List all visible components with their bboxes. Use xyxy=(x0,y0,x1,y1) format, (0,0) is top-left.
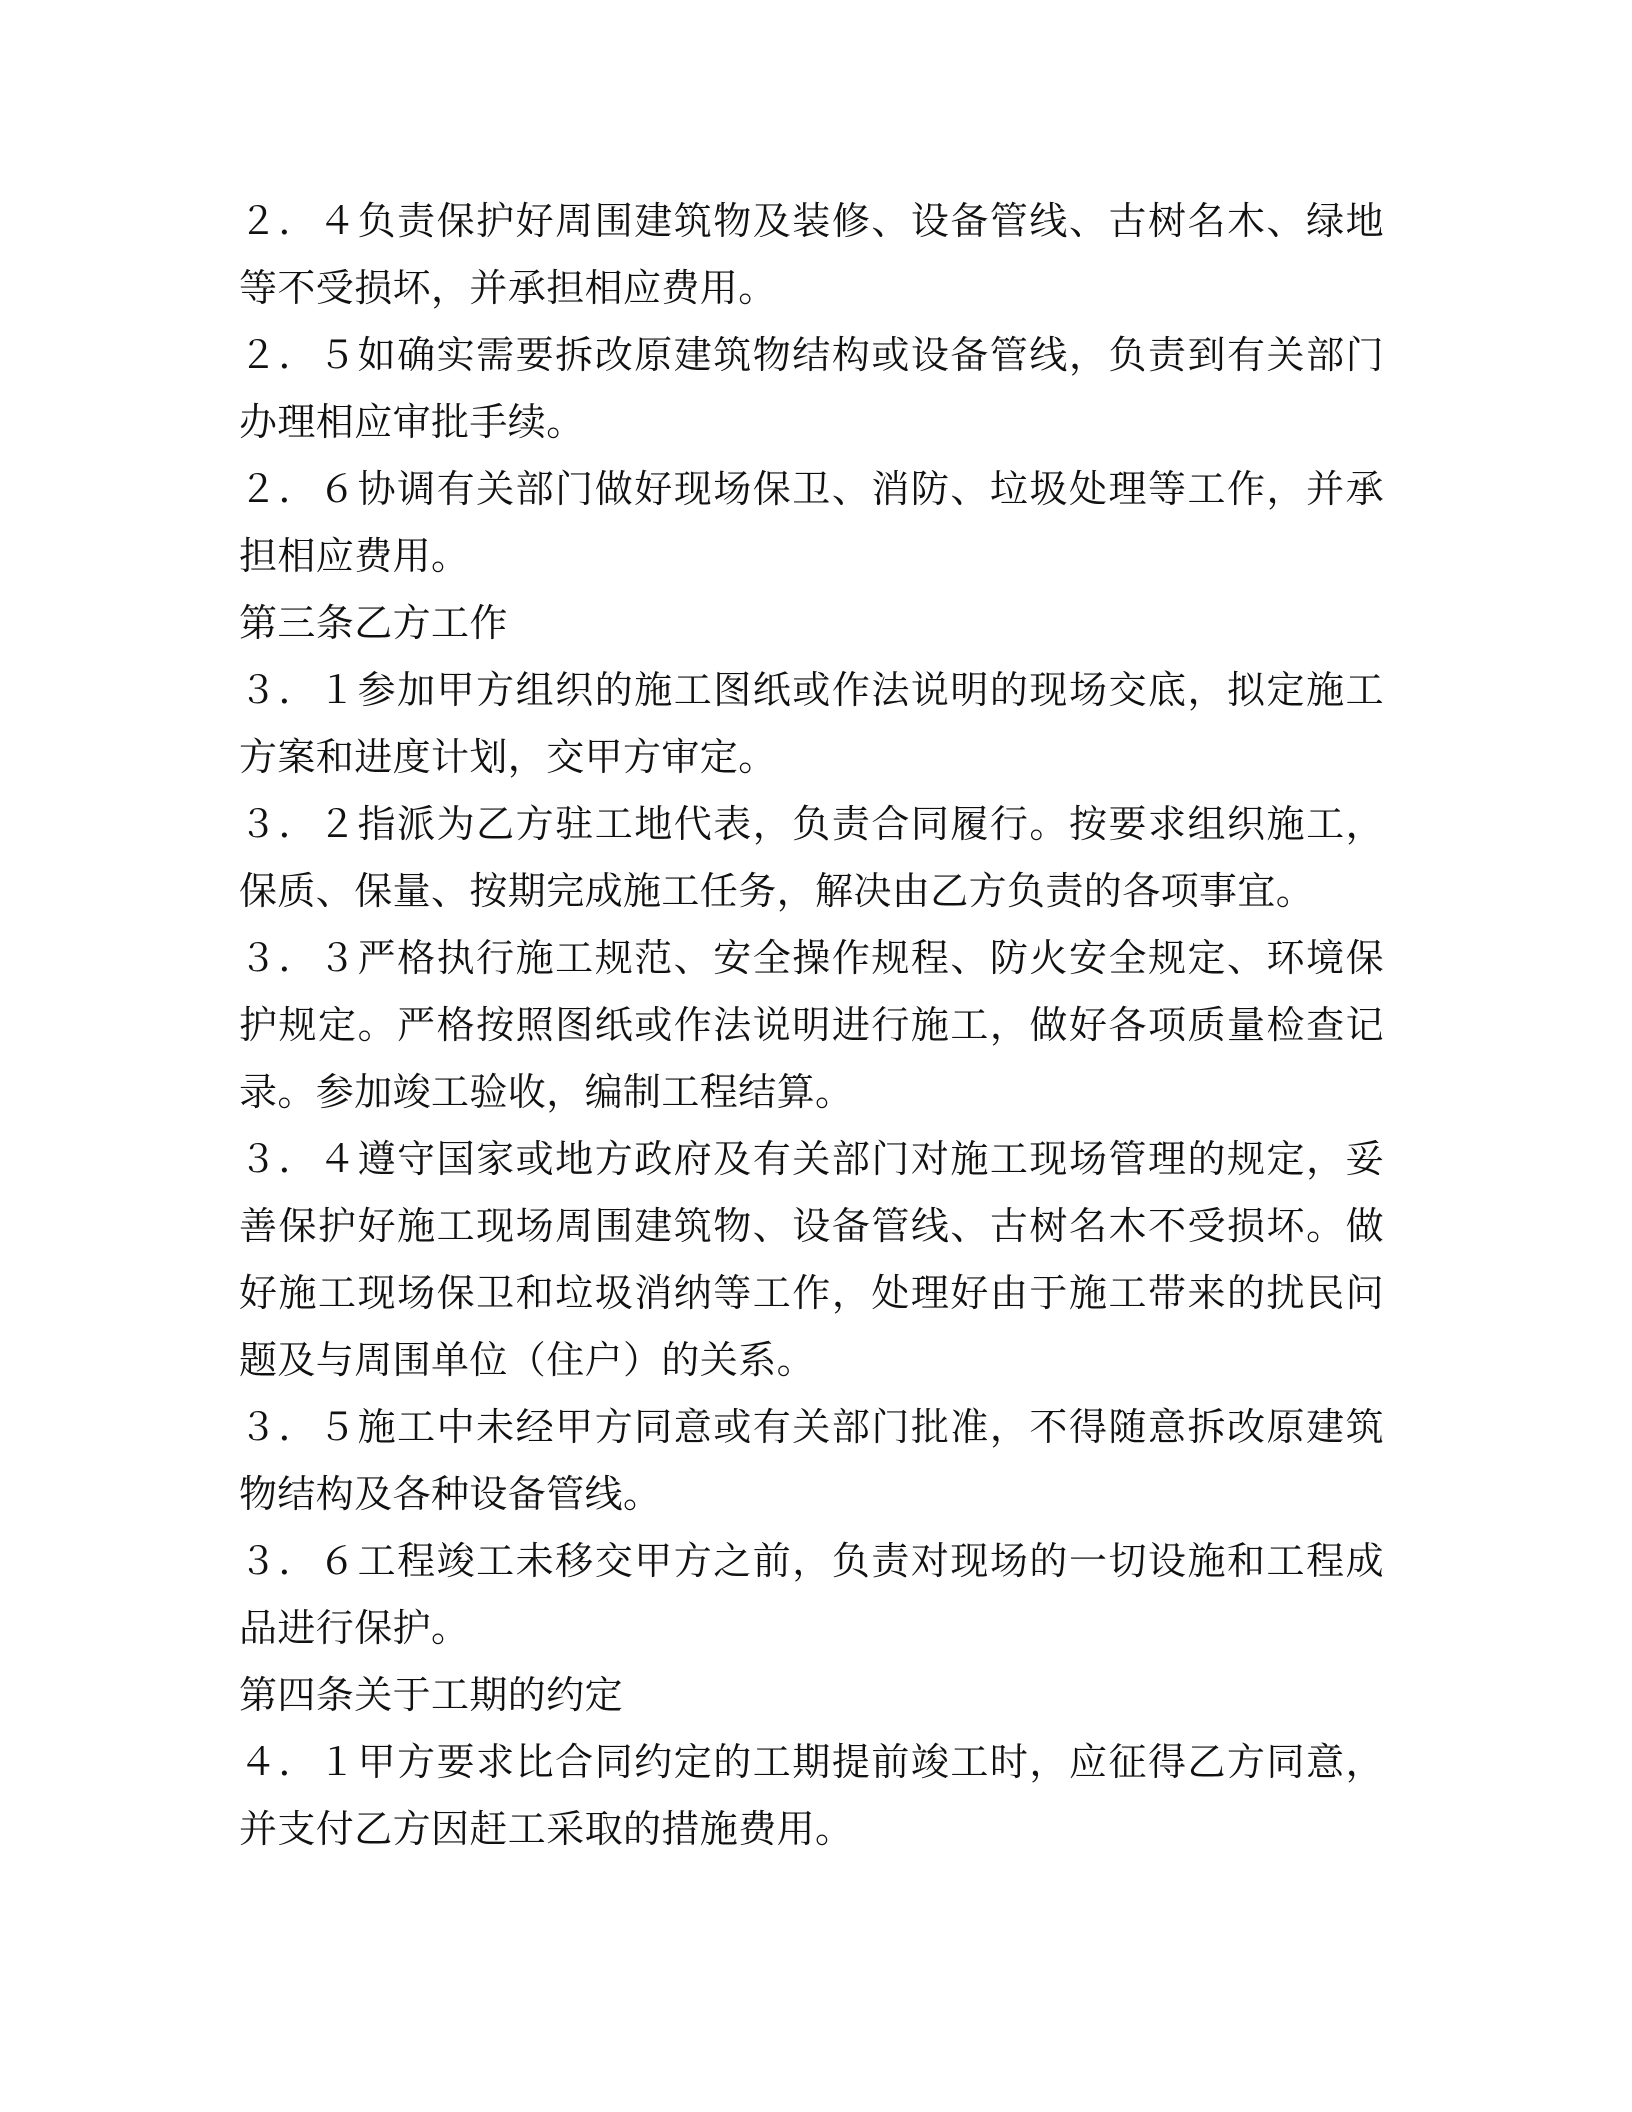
document-body xyxy=(239,188,1384,1863)
clause-2-5: ２．５如确实需要拆改原建筑物结构或设备管线，负责到有关部门办理相应审批手续。 xyxy=(239,333,1384,444)
section-heading-article-4: 第四条关于工期的约定 xyxy=(239,1673,624,1717)
clause-3-6: ３．６工程竣工未移交甲方之前，负责对现场的一切设施和工程成品进行保护。 xyxy=(239,1539,1384,1650)
clause-2-4: ２．４负责保护好周围建筑物及装修、设备管线、古树名木、绿地等不受损坏，并承担相应费用。 xyxy=(239,199,1384,310)
clause-3-4: ３．４遵守国家或地方政府及有关部门对施工现场管理的规定，妥善保护好施工现场周围建筑物、设备管线、古树名木不受损坏。做好施工现场保卫和垃圾消纳等工作，处理好由于施工带来的扰民问题及与周围单位（住户）的关系。 xyxy=(239,1137,1384,1382)
clause-2-6: ２．６协调有关部门做好现场保卫、消防、垃圾处理等工作，并承担相应费用。 xyxy=(239,467,1384,578)
clause-4-1: ４．１甲方要求比合同约定的工期提前竣工时，应征得乙方同意，并支付乙方因赶工采取的措施费用。 xyxy=(239,1740,1384,1851)
clause-3-1: ３．１参加甲方组织的施工图纸或作法说明的现场交底，拟定施工方案和进度计划，交甲方审定。 xyxy=(239,668,1384,779)
clause-3-3: ３．３严格执行施工规范、安全操作规程、防火安全规定、环境保护规定。严格按照图纸或作法说明进行施工，做好各项质量检查记录。参加竣工验收，编制工程结算。 xyxy=(239,936,1384,1114)
section-heading-article-3: 第三条乙方工作 xyxy=(239,601,508,645)
clause-3-5: ３．５施工中未经甲方同意或有关部门批准，不得随意拆改原建筑物结构及各种设备管线。 xyxy=(239,1405,1384,1516)
clause-3-2: ３．２指派为乙方驻工地代表，负责合同履行。按要求组织施工，保质、保量、按期完成施工任务，解决由乙方负责的各项事宜。 xyxy=(239,802,1384,913)
